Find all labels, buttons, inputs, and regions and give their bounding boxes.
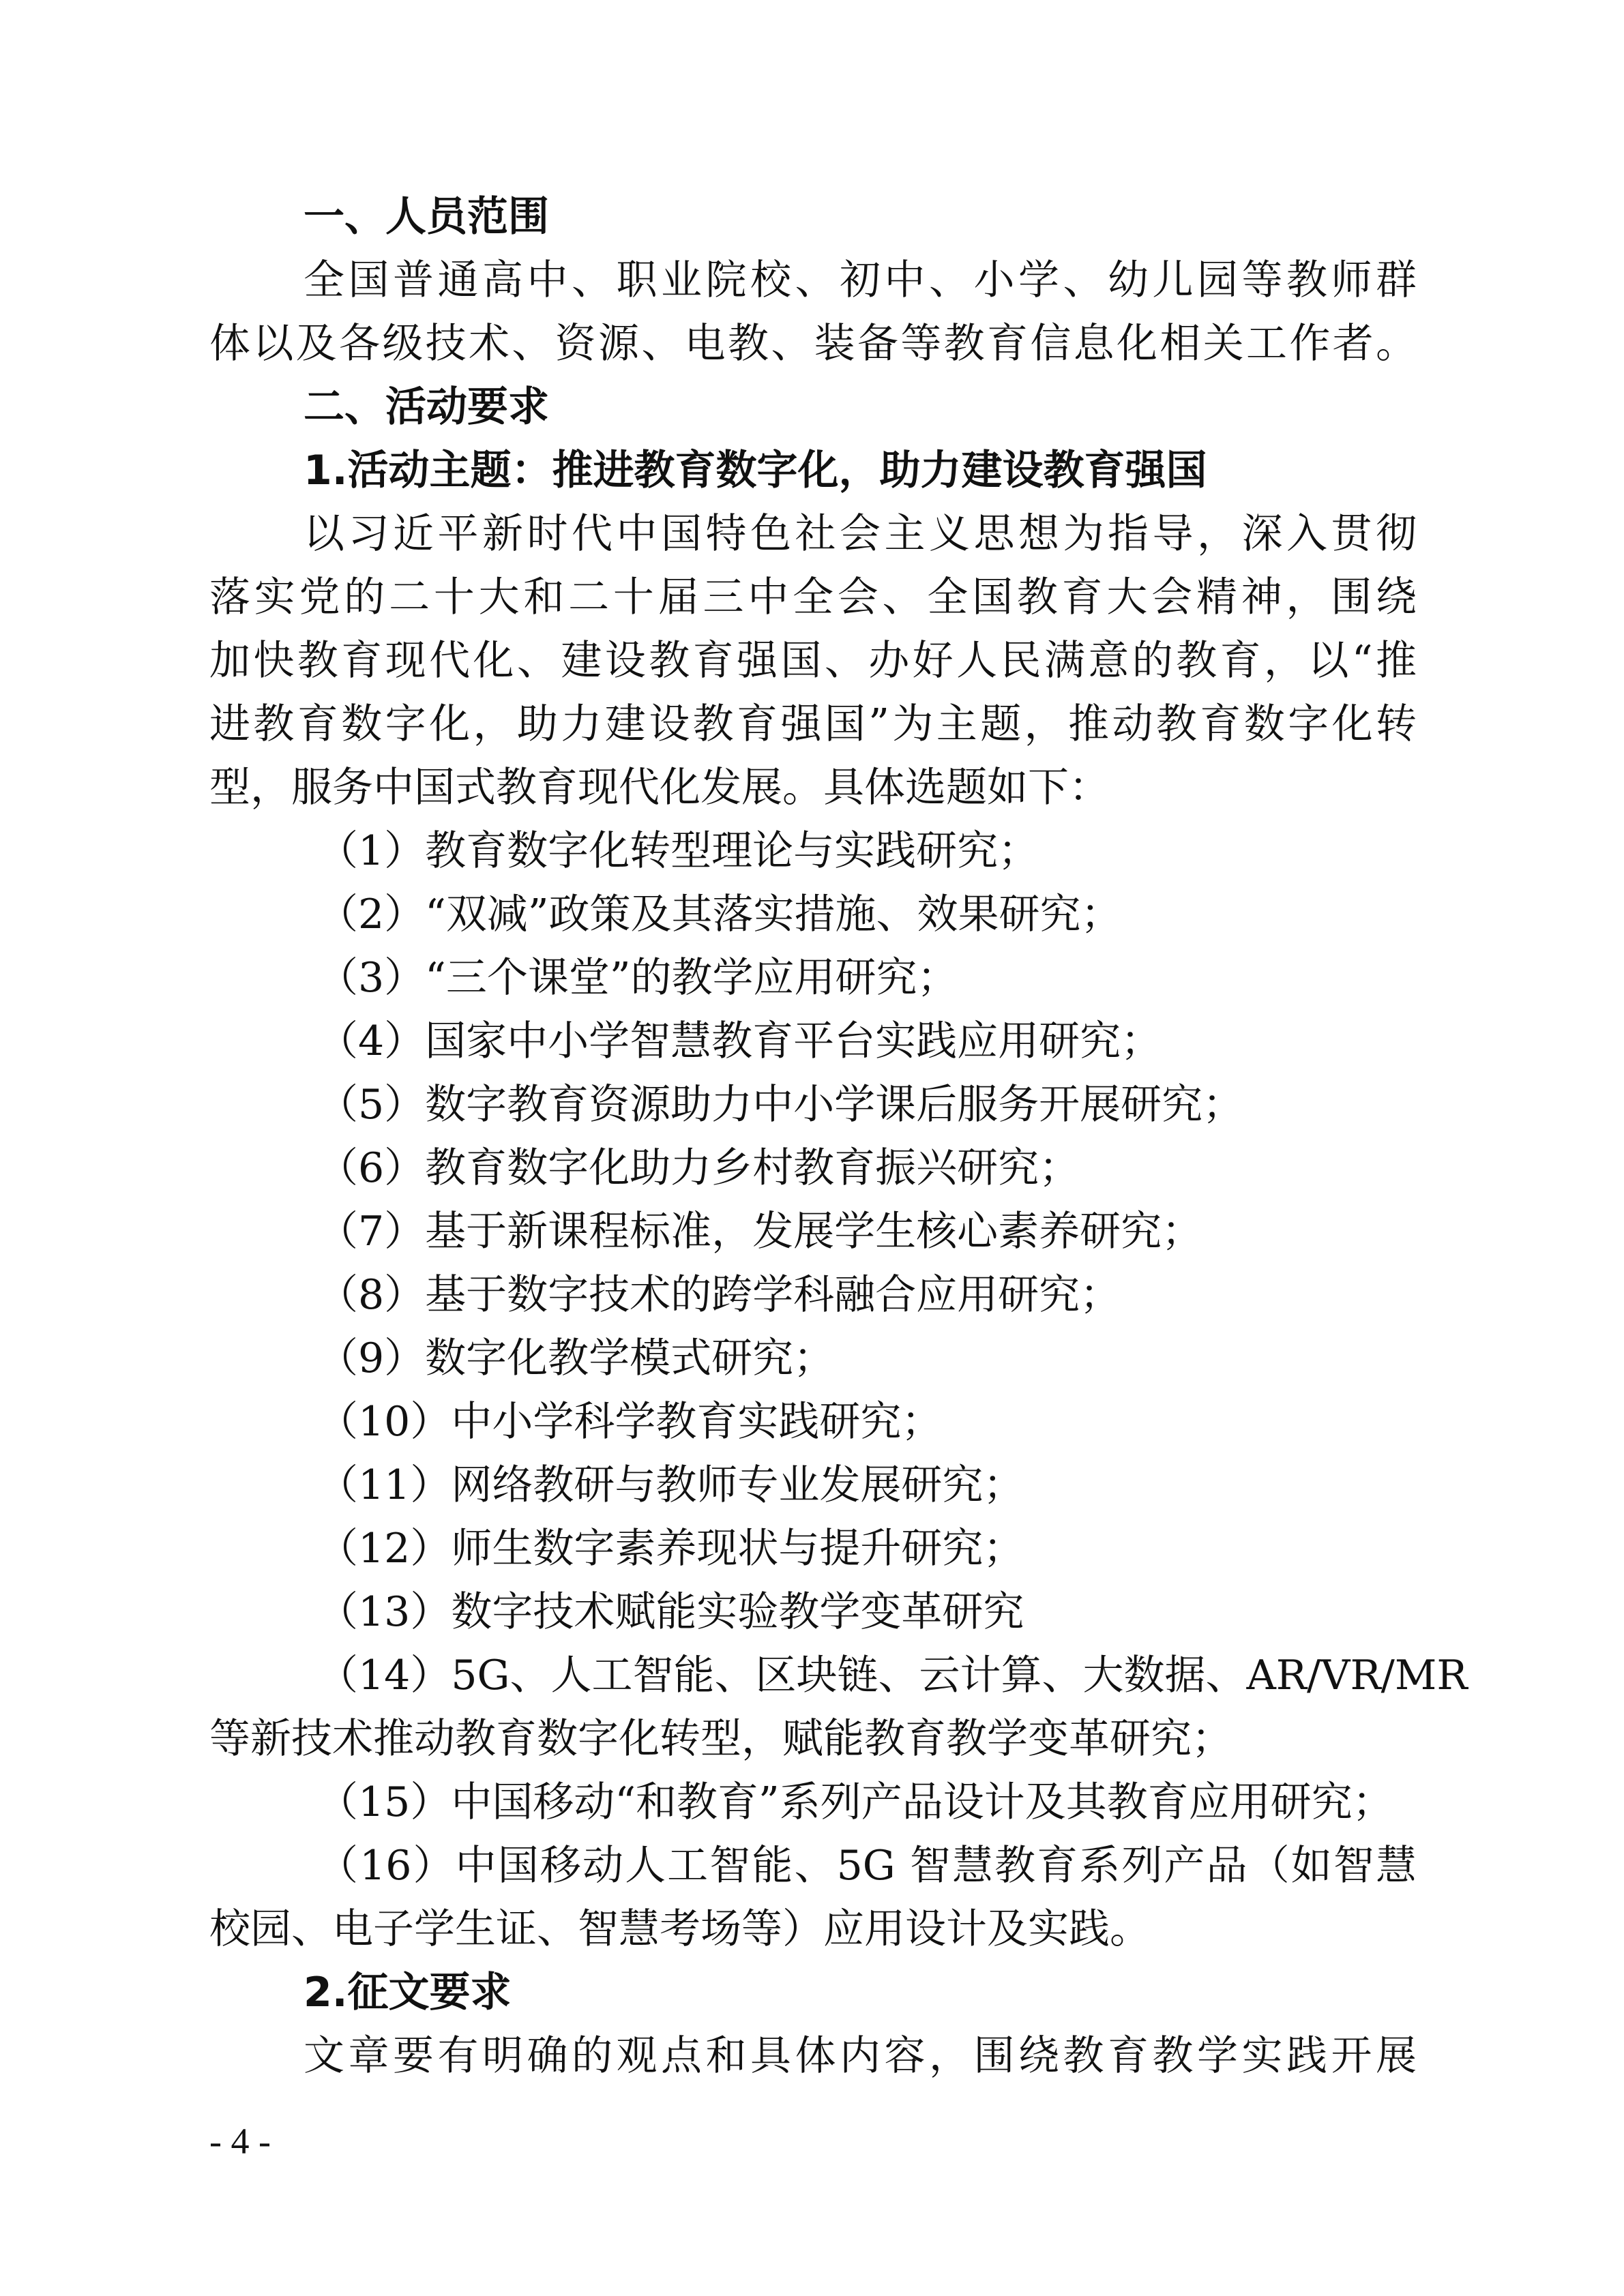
topic-item: （14）5G、人工智能、区块链、云计算、大数据、AR/VR/MR bbox=[317, 1652, 1468, 1699]
topic-item: （3）“三个课堂”的教学应用研究； bbox=[317, 954, 958, 1002]
topic-item: （9）数字化教学模式研究； bbox=[317, 1335, 835, 1382]
topic-item: （15）中国移动“和教育”系列产品设计及其教育应用研究； bbox=[317, 1778, 1393, 1826]
topic-item: （7）基于新课程标准，发展学生核心素养研究； bbox=[317, 1208, 1203, 1255]
paragraph-line: 加快教育现代化、建设教育强国、办好人民满意的教育，以“推 bbox=[209, 637, 1417, 685]
paragraph-line: 文章要有明确的观点和具体内容，围绕教育教学实践开展 bbox=[304, 2032, 1417, 2080]
topic-item: （10）中小学科学教育实践研究； bbox=[317, 1398, 943, 1446]
paragraph-line: 落实党的二十大和二十届三中全会、全国教育大会精神，围绕 bbox=[209, 573, 1417, 621]
topic-item: （16）中国移动人工智能、5G 智慧教育系列产品（如智慧 bbox=[317, 1842, 1417, 1890]
topic-item: （11）网络教研与教师专业发展研究； bbox=[317, 1461, 1024, 1509]
topic-item: （13）数字技术赋能实验教学变革研究 bbox=[317, 1588, 1024, 1636]
topic-item: （12）师生数字素养现状与提升研究； bbox=[317, 1525, 1024, 1572]
topic-item: （4）国家中小学智慧教育平台实践应用研究； bbox=[317, 1017, 1162, 1065]
subheading-theme: 1.活动主题：推进教育数字化，助力建设教育强国 bbox=[304, 447, 1207, 494]
topic-item: （6）教育数字化助力乡村教育振兴研究； bbox=[317, 1144, 1080, 1192]
topic-item-continued: 校园、电子学生证、智慧考场等）应用设计及实践。 bbox=[209, 1905, 1151, 1953]
subheading-essay-requirements: 2.征文要求 bbox=[304, 1969, 512, 2016]
paragraph-line: 全国普通高中、职业院校、初中、小学、幼儿园等教师群 bbox=[304, 256, 1417, 304]
topic-item: （5）数字教育资源助力中小学课后服务开展研究； bbox=[317, 1081, 1244, 1129]
topic-item-continued: 等新技术推动教育数字化转型，赋能教育教学变革研究； bbox=[209, 1715, 1232, 1763]
topic-item: （1）教育数字化转型理论与实践研究； bbox=[317, 827, 1039, 875]
section-heading-requirements: 二、活动要求 bbox=[304, 383, 549, 431]
topic-item: （8）基于数字技术的跨学科融合应用研究； bbox=[317, 1271, 1121, 1319]
section-heading-personnel: 一、人员范围 bbox=[304, 193, 549, 241]
topic-item: （2）“双减”政策及其落实措施、效果研究； bbox=[317, 891, 1122, 938]
paragraph-line: 以习近平新时代中国特色社会主义思想为指导，深入贯彻 bbox=[304, 510, 1417, 558]
page-number: - 4 - bbox=[209, 2121, 271, 2162]
paragraph-line: 进教育数字化，助力建设教育强国”为主题，推动教育数字化转 bbox=[209, 700, 1417, 748]
paragraph-line: 体以及各级技术、资源、电教、装备等教育信息化相关工作者。 bbox=[209, 320, 1417, 368]
paragraph-line: 型，服务中国式教育现代化发展。具体选题如下： bbox=[209, 764, 1110, 811]
